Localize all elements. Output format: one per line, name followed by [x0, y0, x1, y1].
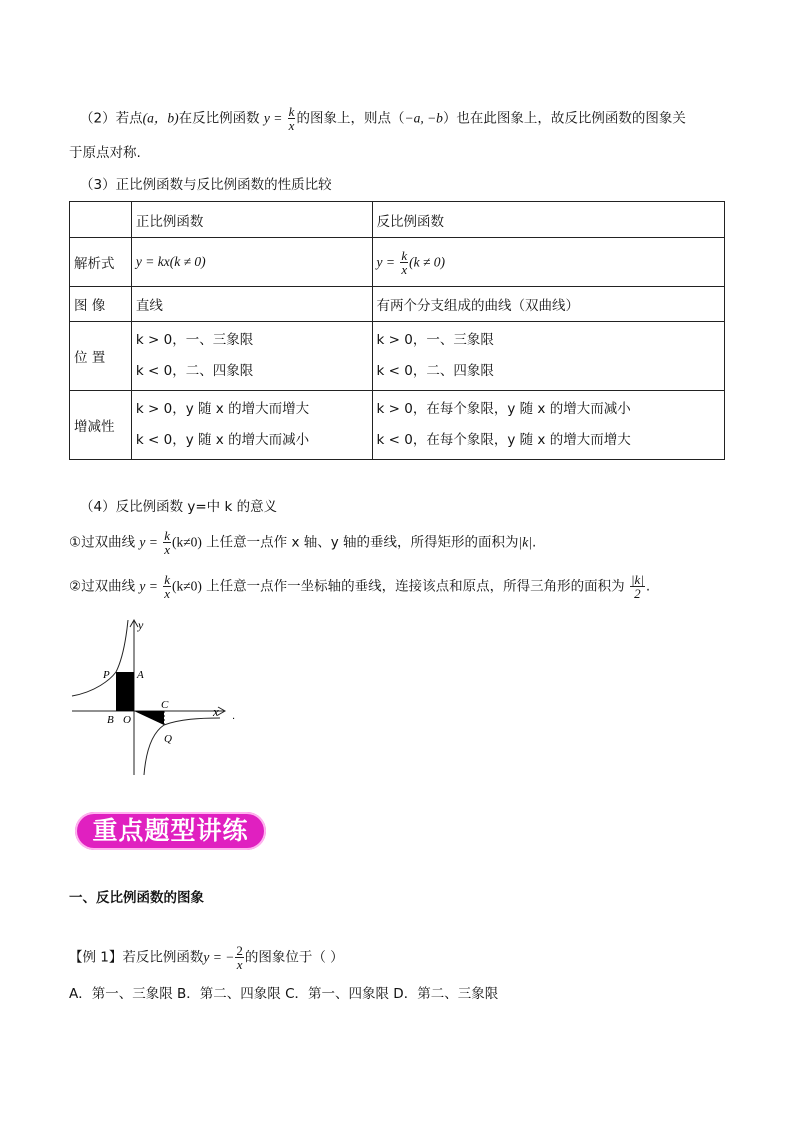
- inverse-frac-den: x: [401, 261, 408, 277]
- inverse-formula-fraction: [400, 249, 408, 276]
- para2-point2: −a, −b: [404, 110, 443, 126]
- item2-frac-num: k: [164, 572, 170, 587]
- linear-monotonic-pos: k > 0，y 随 x 的增大而增大: [135, 401, 310, 417]
- example1-fraction: [235, 944, 244, 971]
- inverse-formula-post: (k ≠ 0): [409, 254, 446, 269]
- example1-tag: 【例 1】: [69, 949, 123, 966]
- row-label-formula: 解析式: [70, 238, 132, 287]
- para2-label: （2）若点: [80, 110, 143, 127]
- para2-line2: 于原点对称.: [69, 145, 141, 161]
- label-o: O: [123, 714, 131, 726]
- para2-mid1: 在反比例函数: [178, 110, 260, 127]
- item1-abs: |k|: [518, 534, 532, 550]
- table-header-cell-1: 正比例函数: [131, 202, 372, 238]
- row-label-graph: 图 像: [70, 287, 132, 322]
- hyperbola-branch-lower: [144, 718, 220, 775]
- linear-position-neg: k < 0，二、四象限: [135, 363, 254, 379]
- label-y: y: [138, 618, 144, 632]
- item2-pre: ②过双曲线: [69, 578, 136, 595]
- linear-graph: 直线: [131, 287, 372, 322]
- item2-y-eq: y =: [139, 578, 158, 594]
- para2-y-eq: y =: [263, 110, 283, 126]
- linear-position-cell: [131, 322, 372, 391]
- para2-line1: [80, 105, 686, 132]
- table-row: [70, 322, 725, 391]
- hyperbola-figure: [60, 615, 250, 780]
- para4-title: （4）反比例函数 y=中 k 的意义: [80, 499, 278, 515]
- row-label-position: 位 置: [70, 322, 132, 391]
- table-header-row: [70, 202, 725, 238]
- example1-y-eq: y = −: [203, 949, 235, 965]
- inverse-formula-cell: [372, 238, 724, 287]
- inverse-monotonic-cell: [372, 391, 724, 460]
- inverse-formula-pre: y =: [376, 254, 396, 269]
- para2-frac-num: k: [288, 104, 295, 119]
- row-label-monotonic: 增减性: [70, 391, 132, 460]
- figure-trailing-dot: .: [232, 711, 236, 722]
- linear-formula: y = kx(k ≠ 0): [131, 238, 372, 287]
- item2-area-fraction: [630, 573, 645, 600]
- item2-area-num: |k|: [630, 572, 644, 587]
- para2-point1: (a，b): [142, 110, 179, 126]
- inverse-position-neg: k < 0，二、四象限: [376, 363, 494, 379]
- item2-frac-den: x: [164, 586, 170, 601]
- item1-frac-den: x: [164, 542, 170, 557]
- table-header-cell-0: [70, 202, 132, 238]
- para3-heading: （3）正比例函数与反比例函数的性质比较: [80, 177, 332, 193]
- inverse-position-pos: k > 0，一、三象限: [376, 332, 494, 348]
- para2-mid2: 的图象上，则点（: [296, 110, 405, 127]
- label-c: C: [161, 699, 169, 711]
- example1-pre: 若反比例函数: [122, 949, 204, 966]
- item1-pre: ①过双曲线: [69, 534, 136, 551]
- item1-kcond: (k≠0): [171, 534, 202, 550]
- para2-mid3: ）也在此图象上，故反比例函数的图象关: [442, 110, 686, 127]
- inverse-position-cell: [372, 322, 724, 391]
- item1-y-eq: y =: [139, 534, 158, 550]
- table-row: [70, 391, 725, 460]
- comparison-table: [69, 201, 725, 460]
- linear-monotonic-neg: k < 0，y 随 x 的增大而减小: [135, 432, 310, 448]
- example1-post: 的图象位于（ ）: [244, 949, 344, 966]
- table-header-cell-2: 反比例函数: [372, 202, 724, 238]
- linear-position-pos: k > 0，一、三象限: [135, 332, 254, 348]
- label-q: Q: [164, 733, 172, 745]
- triangle-ocq: [134, 711, 164, 725]
- example1-frac-num: 2: [236, 943, 243, 958]
- example1-options: A．第一、三象限 B．第二、四象限 C．第一、四象限 D．第二、三象限: [69, 986, 499, 1002]
- para4-item1: ①过双曲线 y = $\frac{k}{x}$ (k≠0) 上任意一点作 x 轴、y 轴的垂线，所得矩形的面积为|k|.: [69, 528, 537, 557]
- label-p: P: [103, 669, 110, 681]
- item2-post: 上任意一点作一坐标轴的垂线，连接该点和原点，所得三角形的面积为: [206, 578, 625, 595]
- inverse-frac-num: k: [401, 247, 408, 263]
- item1-post: 上任意一点作 x 轴、y 轴的垂线，所得矩形的面积为: [206, 534, 519, 551]
- rectangle-pabo: [116, 672, 134, 711]
- table-row: [70, 287, 725, 322]
- item1-fraction: [163, 529, 171, 556]
- item2-area-den: 2: [634, 586, 641, 601]
- label-x: x: [213, 704, 219, 719]
- section-heading: 一、反比例函数的图象: [69, 890, 204, 906]
- example1-question: [69, 944, 344, 971]
- item2-kcond: (k≠0): [171, 578, 202, 594]
- item1-frac-num: k: [164, 528, 170, 543]
- inverse-monotonic-pos: k > 0，在每个象限，y 随 x 的增大而减小: [376, 401, 631, 417]
- inverse-monotonic-neg: k < 0，在每个象限，y 随 x 的增大而增大: [376, 432, 631, 448]
- label-b: B: [107, 714, 114, 726]
- inverse-graph: 有两个分支组成的曲线（双曲线）: [372, 287, 724, 322]
- linear-monotonic-cell: [131, 391, 372, 460]
- item2-fraction: [163, 573, 171, 600]
- example1-frac-den: x: [236, 957, 243, 972]
- para4-item2: ②过双曲线 y = $\frac{k}{x}$ (k≠0) 上任意一点作一坐标轴的垂线，连接该点和原点，所得三角形的面积为 $\frac{|k|}{2}$ .: [69, 572, 651, 601]
- section-banner: 重点题型讲练: [75, 812, 266, 850]
- table-row: [70, 238, 725, 287]
- para2-fraction: [288, 105, 296, 132]
- label-a: A: [137, 669, 144, 681]
- para2-frac-den: x: [288, 118, 295, 133]
